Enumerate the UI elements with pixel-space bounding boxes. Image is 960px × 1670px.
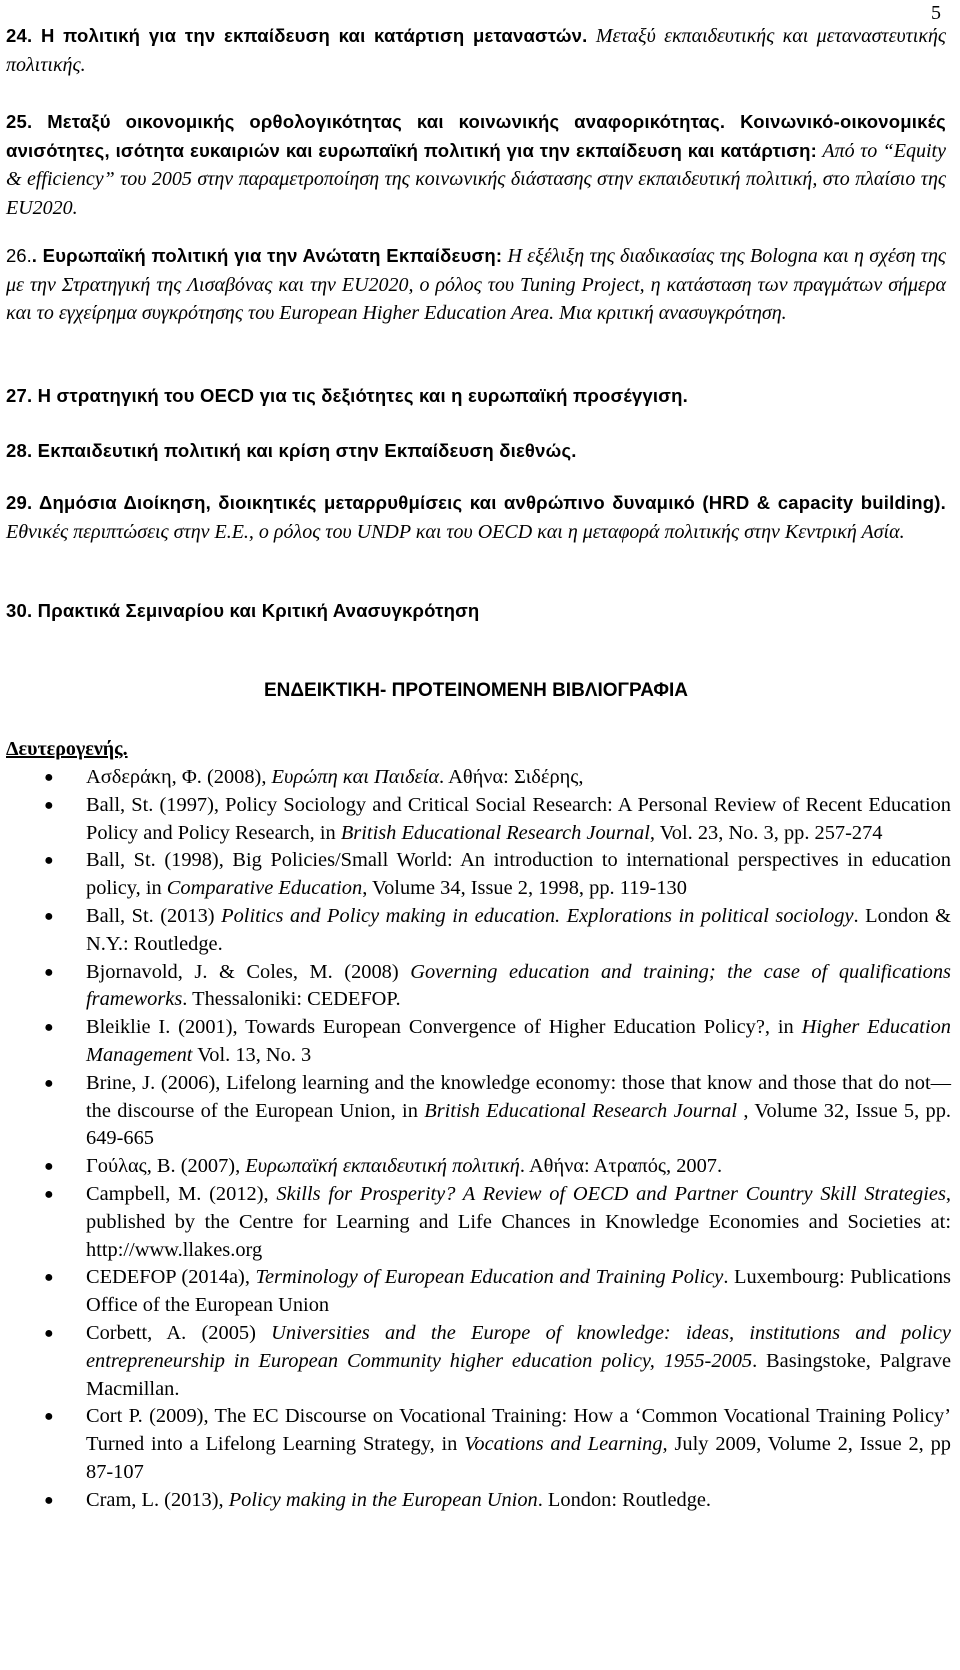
reference-details: . London: Routledge. <box>537 1488 712 1511</box>
item-27-title: 27. Η στρατηγική του OECD για τις δεξιότητες και η ευρωπαϊκή προσέγγιση. <box>6 385 688 406</box>
reference-title: Higher Education Management <box>86 1016 951 1066</box>
item-30 <box>6 597 946 626</box>
reference-title: British Educational Research Journal <box>424 1099 737 1122</box>
reference-item <box>6 1181 951 1264</box>
bullet-icon: ● <box>44 907 54 925</box>
reference-title: Ευρωπαϊκή εκπαιδευτική πολιτική <box>245 1155 520 1178</box>
reference-title: Policy making in the European Union <box>228 1488 538 1511</box>
reference-author: Cram, L. (2013), <box>86 1488 229 1511</box>
reference-author: Campbell, M. (2012), <box>86 1182 277 1205</box>
bullet-icon: ● <box>44 852 54 870</box>
reference-title: Vocations and Learning, <box>464 1433 668 1456</box>
reference-details: . Thessaloniki: CEDEFOP. <box>182 988 401 1011</box>
reference-item <box>6 959 951 1015</box>
secondary-heading: Δευτερογενής. <box>6 738 128 760</box>
reference-item <box>6 847 951 903</box>
reference-title: Universities and the Europe of knowledge: ideas, institutions and policy entrepreneurship in European Community higher education policy, 1955-2005 <box>86 1321 951 1372</box>
reference-author: Corbett, A. (2005) <box>86 1321 272 1344</box>
reference-author: Ball, St. (1997), Policy Sociology and Critical Social Research: A Personal Review of Recent Education Policy and Policy Research, in <box>86 793 951 844</box>
reference-details: , Vol. 23, No. 3, pp. 257-274 <box>649 821 883 844</box>
bullet-icon: ● <box>44 796 54 814</box>
reference-item <box>6 1014 951 1070</box>
bullet-icon: ● <box>44 769 54 786</box>
reference-title: Ευρώπη και Παιδεία <box>271 766 440 788</box>
item-29 <box>6 489 946 546</box>
reference-item <box>6 1403 951 1486</box>
reference-author: Brine, J. (2006), Lifelong learning and the knowledge economy: those that know and those that do not—the discourse of the European Union, in <box>86 1071 951 1122</box>
reference-title: Comparative Education <box>166 877 363 900</box>
reference-item <box>6 1320 951 1403</box>
bullet-icon: ● <box>44 1324 54 1342</box>
reference-details: . Αθήνα: Σιδέρης, <box>439 766 584 788</box>
reference-details: , published by the Centre for Learning and Life Chances in Knowledge Economies and Societies at: http://www.llakes.org <box>86 1182 951 1261</box>
bullet-icon: ● <box>44 1158 54 1176</box>
item-26 <box>6 242 946 328</box>
reference-author: Γούλας, Β. (2007), <box>86 1155 246 1178</box>
reference-author: CEDEFOP (2014a), <box>86 1266 256 1289</box>
item-24 <box>6 22 946 79</box>
reference-author: Ball, St. (1998), Big Policies/Small World: An introduction to international perspectives in education policy, in <box>86 849 951 900</box>
reference-details: . Αθήνα: Ατραπός, 2007. <box>519 1155 723 1178</box>
reference-item <box>6 764 951 792</box>
reference-details: . Luxembourg: Publications Office of the European Union <box>86 1266 951 1317</box>
reference-details: , Volume 34, Issue 2, 1998, pp. 119-130 <box>362 877 687 900</box>
item-27 <box>6 382 946 411</box>
reference-author: Bleiklie I. (2001), Towards European Convergence of Higher Education Policy?, in <box>86 1016 802 1039</box>
reference-item <box>6 1264 951 1320</box>
page-number: 5 <box>931 2 941 24</box>
reference-title: Governing education and training; the case of qualifications frameworks <box>86 960 951 1011</box>
item-29-subtitle: Εθνικές περιπτώσεις στην Ε.Ε., ο ρόλος του UNDP και του OECD και η μεταφορά πολιτικής στην Κεντρική Ασία. <box>6 520 905 543</box>
reference-title: British Educational Research Journal <box>340 821 650 844</box>
item-25 <box>6 108 946 222</box>
reference-item <box>6 1487 951 1515</box>
bullet-icon: ● <box>44 1185 54 1203</box>
bullet-icon: ● <box>44 1019 54 1037</box>
item-24-title: 24. Η πολιτική για την εκπαίδευση και κατάρτιση μεταναστών. <box>6 25 588 46</box>
bullet-icon: ● <box>44 1491 54 1509</box>
item-28-title: 28. Εκπαιδευτική πολιτική και κρίση στην Εκπαίδευση διεθνώς. <box>6 440 577 461</box>
reference-list <box>6 764 951 1515</box>
item-30-title: 30. Πρακτικά Σεμιναρίου και Κριτική Ανασυγκρότηση <box>6 600 480 621</box>
reference-author: Cort P. (2009), The EC Discourse on Vocational Training: How a ‘Common Vocational Training Policy’ Turned into a Lifelong Learning Strategy, in <box>86 1405 951 1456</box>
reference-details: , Volume 32, Issue 5, pp. 649-665 <box>86 1099 951 1150</box>
reference-details: Vol. 13, No. 3 <box>192 1043 312 1066</box>
bullet-icon: ● <box>44 1074 54 1092</box>
reference-details: July 2009, Volume 2, Issue 2, pp 87-107 <box>86 1433 951 1483</box>
item-24-subtitle: Μεταξύ εκπαιδευτικής και μεταναστευτικής πολιτικής. <box>6 25 947 76</box>
bullet-icon: ● <box>44 1408 54 1426</box>
item-26-subtitle: Η εξέλιξη της διαδικασίας της Bologna και η σχέση της με την Στρατηγική της Λισαβόνας και την EU2020, ο ρόλος του Tuning Project, η κατάσταση των πραγμάτων σήμερα και το εγχείρημα συγκρότησης του European Higher Education Area. Μια κριτική ανασυγκρότηση. <box>6 245 947 324</box>
bullet-icon: ● <box>44 1269 54 1287</box>
bullet-icon: ● <box>44 963 54 981</box>
reference-item <box>6 903 951 959</box>
item-25-title: 25. Μεταξύ οικονομικής ορθολογικότητας και κοινωνικής αναφορικότητας. Κοινωνικό-οικονομικές ανισότητες, ισότητα ευκαιριών και ευρωπαϊκή πολιτική για την εκπαίδευση και κατάρτιση: <box>6 111 946 161</box>
reference-title: Skills for Prosperity? A Review of OECD and Partner Country Skill Strategies <box>276 1182 946 1205</box>
item-26-title: . Ευρωπαϊκή πολιτική για την Ανώτατη Εκπαίδευση: <box>31 245 503 266</box>
item-26-number: 26. <box>6 245 32 266</box>
bibliography-title: ΕΝΔΕΙΚΤΙΚΗ- ΠΡΟΤΕΙΝΟΜΕΝΗ ΒΙΒΛΙΟΓΡΑΦΙΑ <box>263 680 689 701</box>
reference-author: Ασδεράκη, Φ. (2008), <box>86 766 272 788</box>
reference-item <box>6 1153 951 1181</box>
reference-author: Ball, St. (2013) <box>86 904 222 927</box>
reference-author: Bjornavold, J. & Coles, M. (2008) <box>86 960 411 983</box>
item-25-subtitle: Από το “Equity & efficiency” του 2005 στην παραμετροποίηση της κοινωνικής διάστασης στην εκπαιδευτική πολιτική, στο πλαίσιο της EU2020. <box>6 139 946 219</box>
reference-item <box>6 1070 951 1153</box>
document-page <box>6 0 951 1670</box>
reference-details: . Basingstoke, Palgrave Macmillan. <box>86 1349 951 1400</box>
reference-item <box>6 792 951 848</box>
item-29-title: 29. Δημόσια Διοίκηση, διοικητικές μεταρρυθμίσεις και ανθρώπινο δυναμικό (HRD & capacity building). <box>6 492 946 513</box>
reference-title: Politics and Policy making in education. Explorations in political sociology <box>221 904 854 927</box>
item-28 <box>6 437 946 466</box>
reference-details: . London & N.Y.: Routledge. <box>86 904 951 955</box>
reference-title: Terminology of European Education and Training Policy <box>255 1266 724 1289</box>
